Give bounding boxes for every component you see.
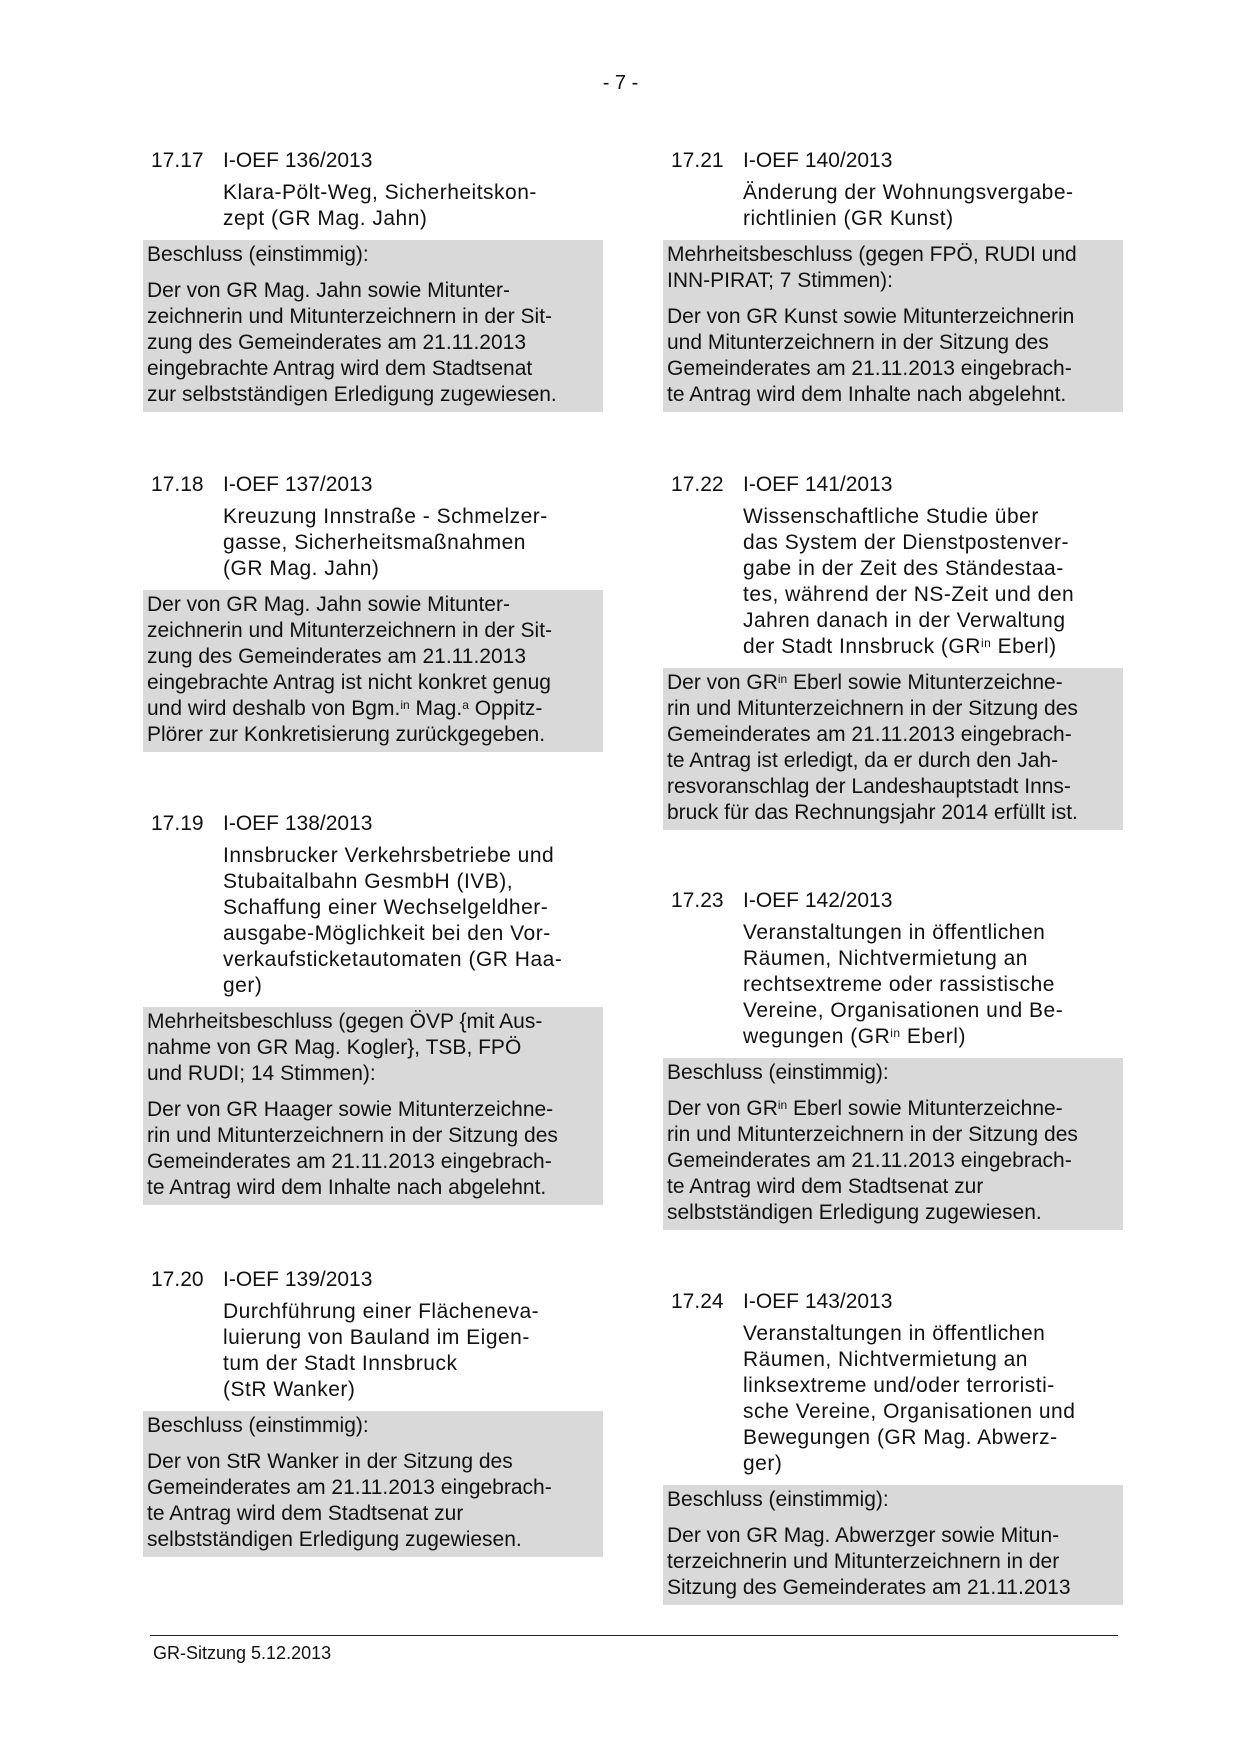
item-number: 17.24 <box>671 1290 724 1313</box>
item-number: 17.23 <box>671 889 724 912</box>
item-number: 17.18 <box>151 473 204 496</box>
agenda-item-17-22 <box>663 472 1123 830</box>
resolution-title: Beschluss (einstimmig): <box>147 1414 369 1437</box>
resolution-title: Mehrheitsbeschluss (gegen ÖVP {mit Aus- nahme von GR Mag. Kogler}, TSB, FPÖ und RUDI; 14 Stimmen): <box>147 1010 543 1085</box>
item-subject: Durchführung einer Flächeneva- luierung von Bauland im Eigen- tum der Stadt Innsbruck (StR Wanker) <box>223 1300 540 1401</box>
resolution-title: Beschluss (einstimmig): <box>667 1488 889 1511</box>
item-reference: I-OEF 139/2013 <box>223 1268 373 1291</box>
agenda-item-17-21 <box>663 148 1123 412</box>
item-subject: Wissenschaftliche Studie über das System der Dienstpostenver- gabe in der Zeit des Ständestaa- tes, während der NS-Zeit und den Jahren danach in der Verwaltung der Stadt Innsbruck ($GR^{in}$ Eberl) <box>743 505 1075 658</box>
item-number: 17.20 <box>151 1268 204 1291</box>
resolution-text: Der von GR Kunst sowie Mitunterzeichnerin und Mitunterzeichnern in der Sitzung des Gemeinderates am 21.11.2013 eingebrach- te Antrag wird dem Inhalte nach abgelehnt. <box>667 305 1075 406</box>
resolution-title: Mehrheitsbeschluss (gegen FPÖ, RUDI und INN-PIRAT; 7 Stimmen): <box>667 243 1077 292</box>
agenda-item-17-18 <box>143 472 603 752</box>
item-number: 17.22 <box>671 473 724 496</box>
item-reference: I-OEF 143/2013 <box>743 1290 893 1313</box>
agenda-item-17-19 <box>143 811 603 1205</box>
item-subject: Kreuzung Innstraße - Schmelzer- gasse, Sicherheitsmaßnahmen (GR Mag. Jahn) <box>223 505 548 580</box>
resolution-box <box>663 240 1123 412</box>
resolution-box <box>663 1058 1123 1230</box>
resolution-title: Beschluss (einstimmig): <box>147 243 369 266</box>
resolution-box <box>663 668 1123 830</box>
item-subject: Klara-Pölt-Weg, Sicherheitskon- zept (GR Mag. Jahn) <box>223 181 537 230</box>
resolution-box <box>143 590 603 752</box>
item-subject: Veranstaltungen in öffentlichen Räumen, Nichtvermietung an linksextreme und/oder terroristi- sche Vereine, Organisationen und Bewegungen (GR Mag. Abwerz- ger) <box>743 1322 1076 1475</box>
agenda-item-17-23 <box>663 888 1123 1230</box>
item-reference: I-OEF 138/2013 <box>223 812 373 835</box>
item-reference: I-OEF 141/2013 <box>743 473 893 496</box>
resolution-box <box>143 1411 603 1557</box>
item-reference: I-OEF 142/2013 <box>743 889 893 912</box>
resolution-text: Der von $GR^{in}$ Eberl sowie Mitunterzeichne- rin und Mitunterzeichnern in der Sitzung des Gemeinderates am 21.11.2013 eingebrach- te Antrag ist erledigt, da er durch den Jah- resvoranschlag der Landeshauptstadt Inns- bruck für das Rechnungsjahr 2014 erfüllt ist. <box>667 671 1078 824</box>
item-subject: Veranstaltungen in öffentlichen Räumen, Nichtvermietung an rechtsextreme oder rassistische Vereine, Organisationen und Be- wegungen ($GR^{in}$ Eberl) <box>743 921 1064 1048</box>
resolution-box <box>143 240 603 412</box>
resolution-text: Der von $GR^{in}$ Eberl sowie Mitunterzeichne- rin und Mitunterzeichnern in der Sitzung des Gemeinderates am 21.11.2013 eingebrach- te Antrag wird dem Stadtsenat zur selbstständigen Erledigung zugewiesen. <box>667 1097 1078 1224</box>
agenda-item-17-20 <box>143 1267 603 1557</box>
resolution-text: Der von GR Mag. Abwerzger sowie Mitun- terzeichnerin und Mitunterzeichnern in der Sitzung des Gemeinderates am 21.11.2013 <box>667 1524 1071 1599</box>
footer-divider <box>150 1635 1118 1636</box>
item-subject: Innsbrucker Verkehrsbetriebe und Stubaitalbahn GesmbH (IVB), Schaffung einer Wechselgeldher- ausgabe-Möglichkeit bei den Vor- verkaufsticketautomaten (GR Haa- ger) <box>223 844 563 997</box>
page-number: - 7 - <box>602 72 639 94</box>
resolution-box <box>663 1485 1123 1605</box>
item-reference: I-OEF 140/2013 <box>743 149 893 172</box>
footer-session-date: GR-Sitzung 5.12.2013 <box>153 1643 332 1663</box>
item-number: 17.17 <box>151 149 204 172</box>
item-subject: Änderung der Wohnungsvergabe- richtlinien (GR Kunst) <box>743 181 1074 230</box>
resolution-text: Der von GR Mag. Jahn sowie Mitunter- zeichnerin und Mitunterzeichnern in der Sit- zung des Gemeinderates am 21.11.2013 eingebrachte Antrag wird dem Stadtsenat zur selbstständigen Erledigung zugewiesen. <box>147 279 557 406</box>
resolution-text: Der von GR Mag. Jahn sowie Mitunter- zeichnerin und Mitunterzeichnern in der Sit- zung des Gemeinderates am 21.11.2013 eingebrachte Antrag ist nicht konkret genug und wird deshalb von Bgm.$^{in}$ Mag.$^a$ Oppitz- Plörer zur Konkretisierung zurückgegeben. <box>147 593 553 746</box>
item-reference: I-OEF 136/2013 <box>223 149 373 172</box>
resolution-box <box>143 1007 603 1205</box>
item-number: 17.21 <box>671 149 724 172</box>
resolution-title: Beschluss (einstimmig): <box>667 1061 889 1084</box>
item-reference: I-OEF 137/2013 <box>223 473 373 496</box>
agenda-item-17-17 <box>143 148 603 412</box>
resolution-text: Der von GR Haager sowie Mitunterzeichne- rin und Mitunterzeichnern in der Sitzung des Gemeinderates am 21.11.2013 eingebrach- te Antrag wird dem Inhalte nach abgelehnt. <box>147 1098 558 1199</box>
agenda-item-17-24 <box>663 1289 1123 1605</box>
item-number: 17.19 <box>151 812 204 835</box>
resolution-text: Der von StR Wanker in der Sitzung des Gemeinderates am 21.11.2013 eingebrach- te Antrag wird dem Stadtsenat zur selbstständigen Erledigung zugewiesen. <box>147 1450 552 1551</box>
